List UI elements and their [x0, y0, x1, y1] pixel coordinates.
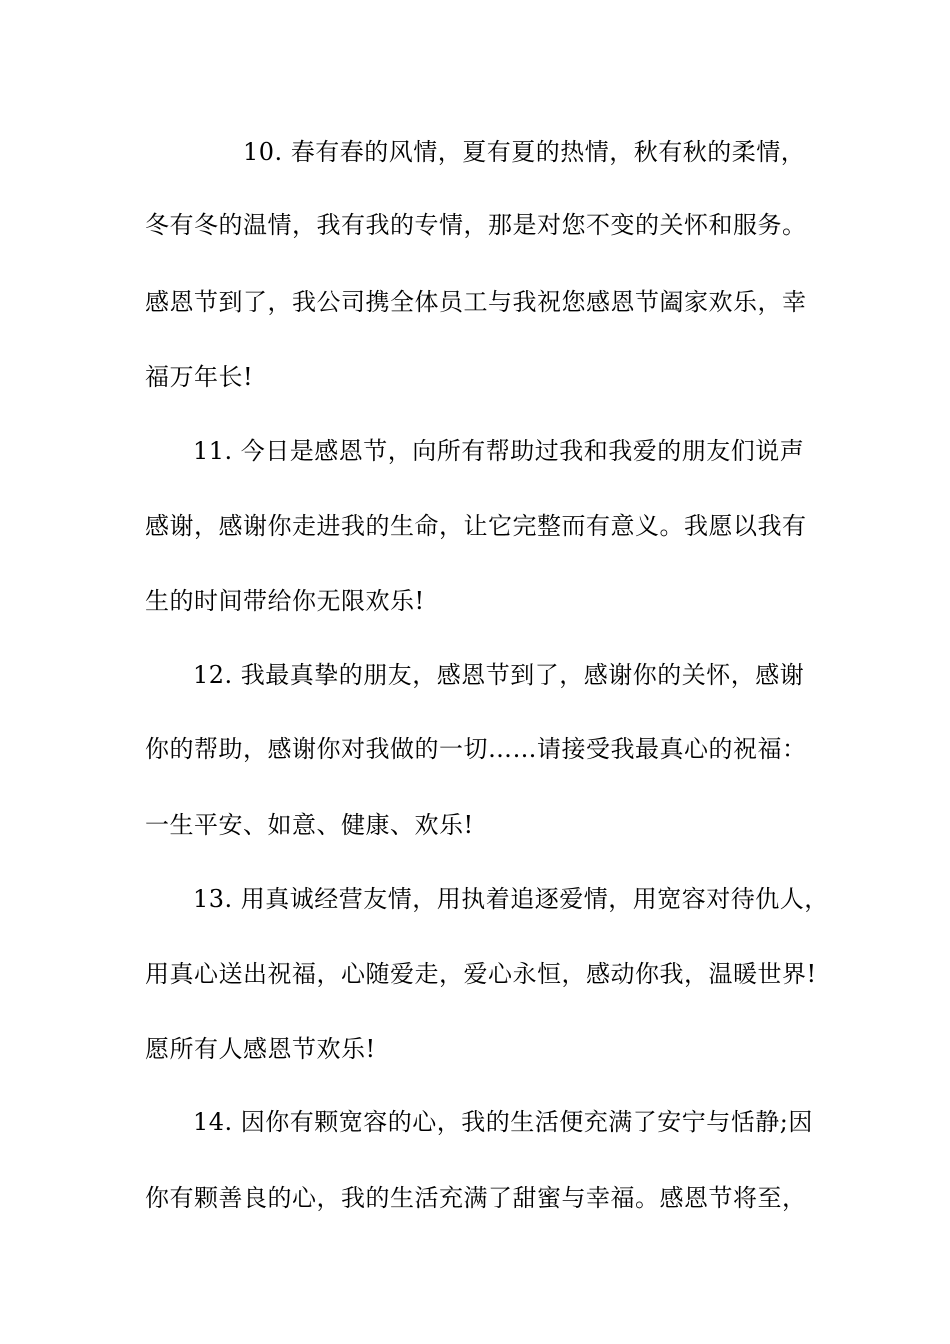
paragraph-14-line-2: 你有颗善良的心，我的生活充满了甜蜜与幸福。感恩节将至， [145, 1184, 807, 1212]
paragraph-12-line-3: 一生平安、如意、健康、欢乐! [145, 811, 474, 839]
paragraph-12-line-2: 你的帮助，感谢你对我做的一切……请接受我最真心的祝福： [145, 735, 807, 763]
paragraph-13-line-2: 用真心送出祝福，心随爱走，爱心永恒，感动你我，温暖世界! [145, 960, 817, 988]
paragraph-10-line-1: 10. 春有春的风情，夏有夏的热情，秋有秋的柔情， [243, 138, 806, 166]
paragraph-10-line-2: 冬有冬的温情，我有我的专情，那是对您不变的关怀和服务。 [145, 211, 807, 239]
paragraph-13-line-3: 愿所有人感恩节欢乐! [145, 1035, 376, 1063]
paragraph-10-line-4: 福万年长! [145, 363, 254, 391]
paragraph-14-line-1: 14. 因你有颗宽容的心，我的生活便充满了安宁与恬静;因 [193, 1108, 813, 1136]
paragraph-11-line-2: 感谢，感谢你走进我的生命，让它完整而有意义。我愿以我有 [145, 512, 807, 540]
paragraph-12-line-1: 12. 我最真挚的朋友，感恩节到了，感谢你的关怀，感谢 [193, 661, 805, 689]
paragraph-10-line-3: 感恩节到了，我公司携全体员工与我祝您感恩节阖家欢乐，幸 [145, 288, 807, 316]
paragraph-13-line-1: 13. 用真诚经营友情，用执着追逐爱情，用宽容对待仇人， [193, 885, 829, 913]
paragraph-11-line-3: 生的时间带给你无限欢乐! [145, 587, 425, 615]
paragraph-11-line-1: 11. 今日是感恩节，向所有帮助过我和我爱的朋友们说声 [193, 437, 805, 465]
